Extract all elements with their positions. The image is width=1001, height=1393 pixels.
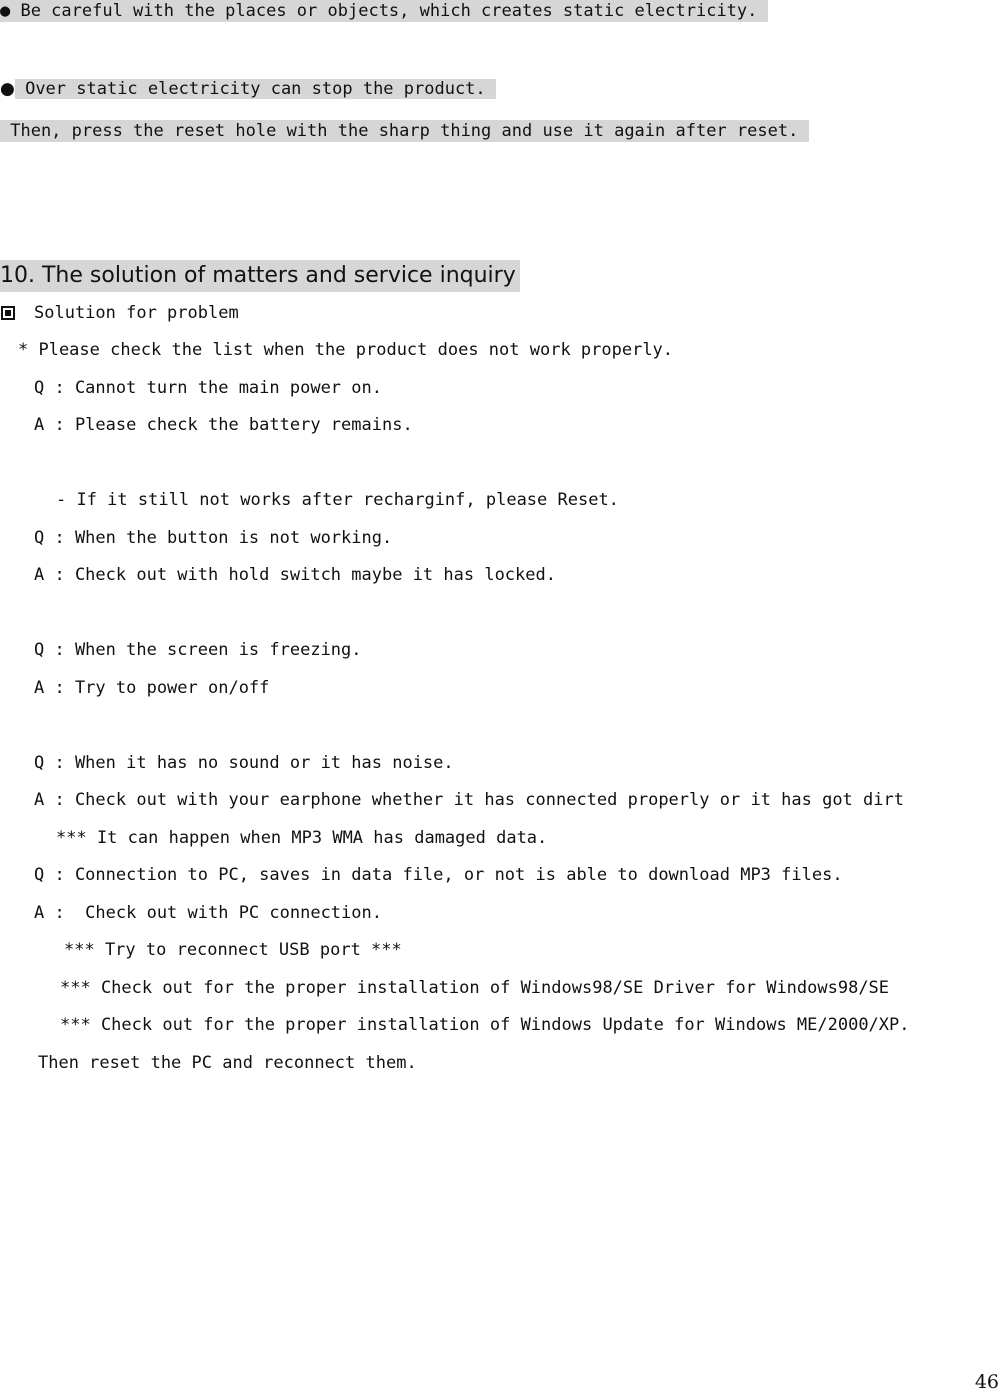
qa-line: Q : When the screen is freezing. — [34, 640, 362, 660]
qa-line: A : Please check the battery remains. — [34, 415, 413, 435]
square-bullet-icon — [1, 306, 15, 320]
qa-line: Q : When it has no sound or it has noise. — [34, 753, 454, 773]
intro-check-list: * Please check the list when the product does not work properly. — [18, 340, 674, 360]
filled-circle-bullet-icon: ● — [0, 79, 15, 99]
qa-line: A : Try to power on/off — [34, 678, 270, 698]
qa-line: Q : When the button is not working. — [34, 528, 393, 548]
qa-line: - If it still not works after recharginf, please Reset. — [56, 490, 619, 510]
qa-line: A : Check out with PC connection. — [34, 903, 382, 923]
qa-line: *** Check out for the proper installation of Windows98/SE Driver for Windows98/SE — [60, 978, 890, 998]
qa-line: *** It can happen when MP3 WMA has damaged data. — [56, 828, 548, 848]
qa-line: Q : Cannot turn the main power on. — [34, 378, 382, 398]
warning-static-stop-text: Over static electricity can stop the product. — [14, 79, 496, 99]
qa-line: A : Check out with your earphone whether it has connected properly or it has got dirt — [34, 790, 904, 810]
subheading-solution: Solution for problem — [34, 303, 239, 323]
page-number: 46 — [974, 1371, 999, 1393]
warning-static-places: ● Be careful with the places or objects, which creates static electricity. — [0, 1, 768, 21]
qa-line: *** Check out for the proper installation of Windows Update for Windows ME/2000/XP. — [60, 1015, 910, 1035]
section-heading: 10. The solution of matters and service inquiry — [0, 260, 520, 292]
qa-line: *** Try to reconnect USB port *** — [64, 940, 402, 960]
qa-line: Then reset the PC and reconnect them. — [38, 1053, 417, 1073]
qa-line: Q : Connection to PC, saves in data file, or not is able to download MP3 files. — [34, 865, 843, 885]
qa-line: A : Check out with hold switch maybe it has locked. — [34, 565, 556, 585]
warning-reset-instruction: Then, press the reset hole with the sharp thing and use it again after reset. — [0, 121, 809, 141]
warning-static-stop — [0, 78, 496, 100]
